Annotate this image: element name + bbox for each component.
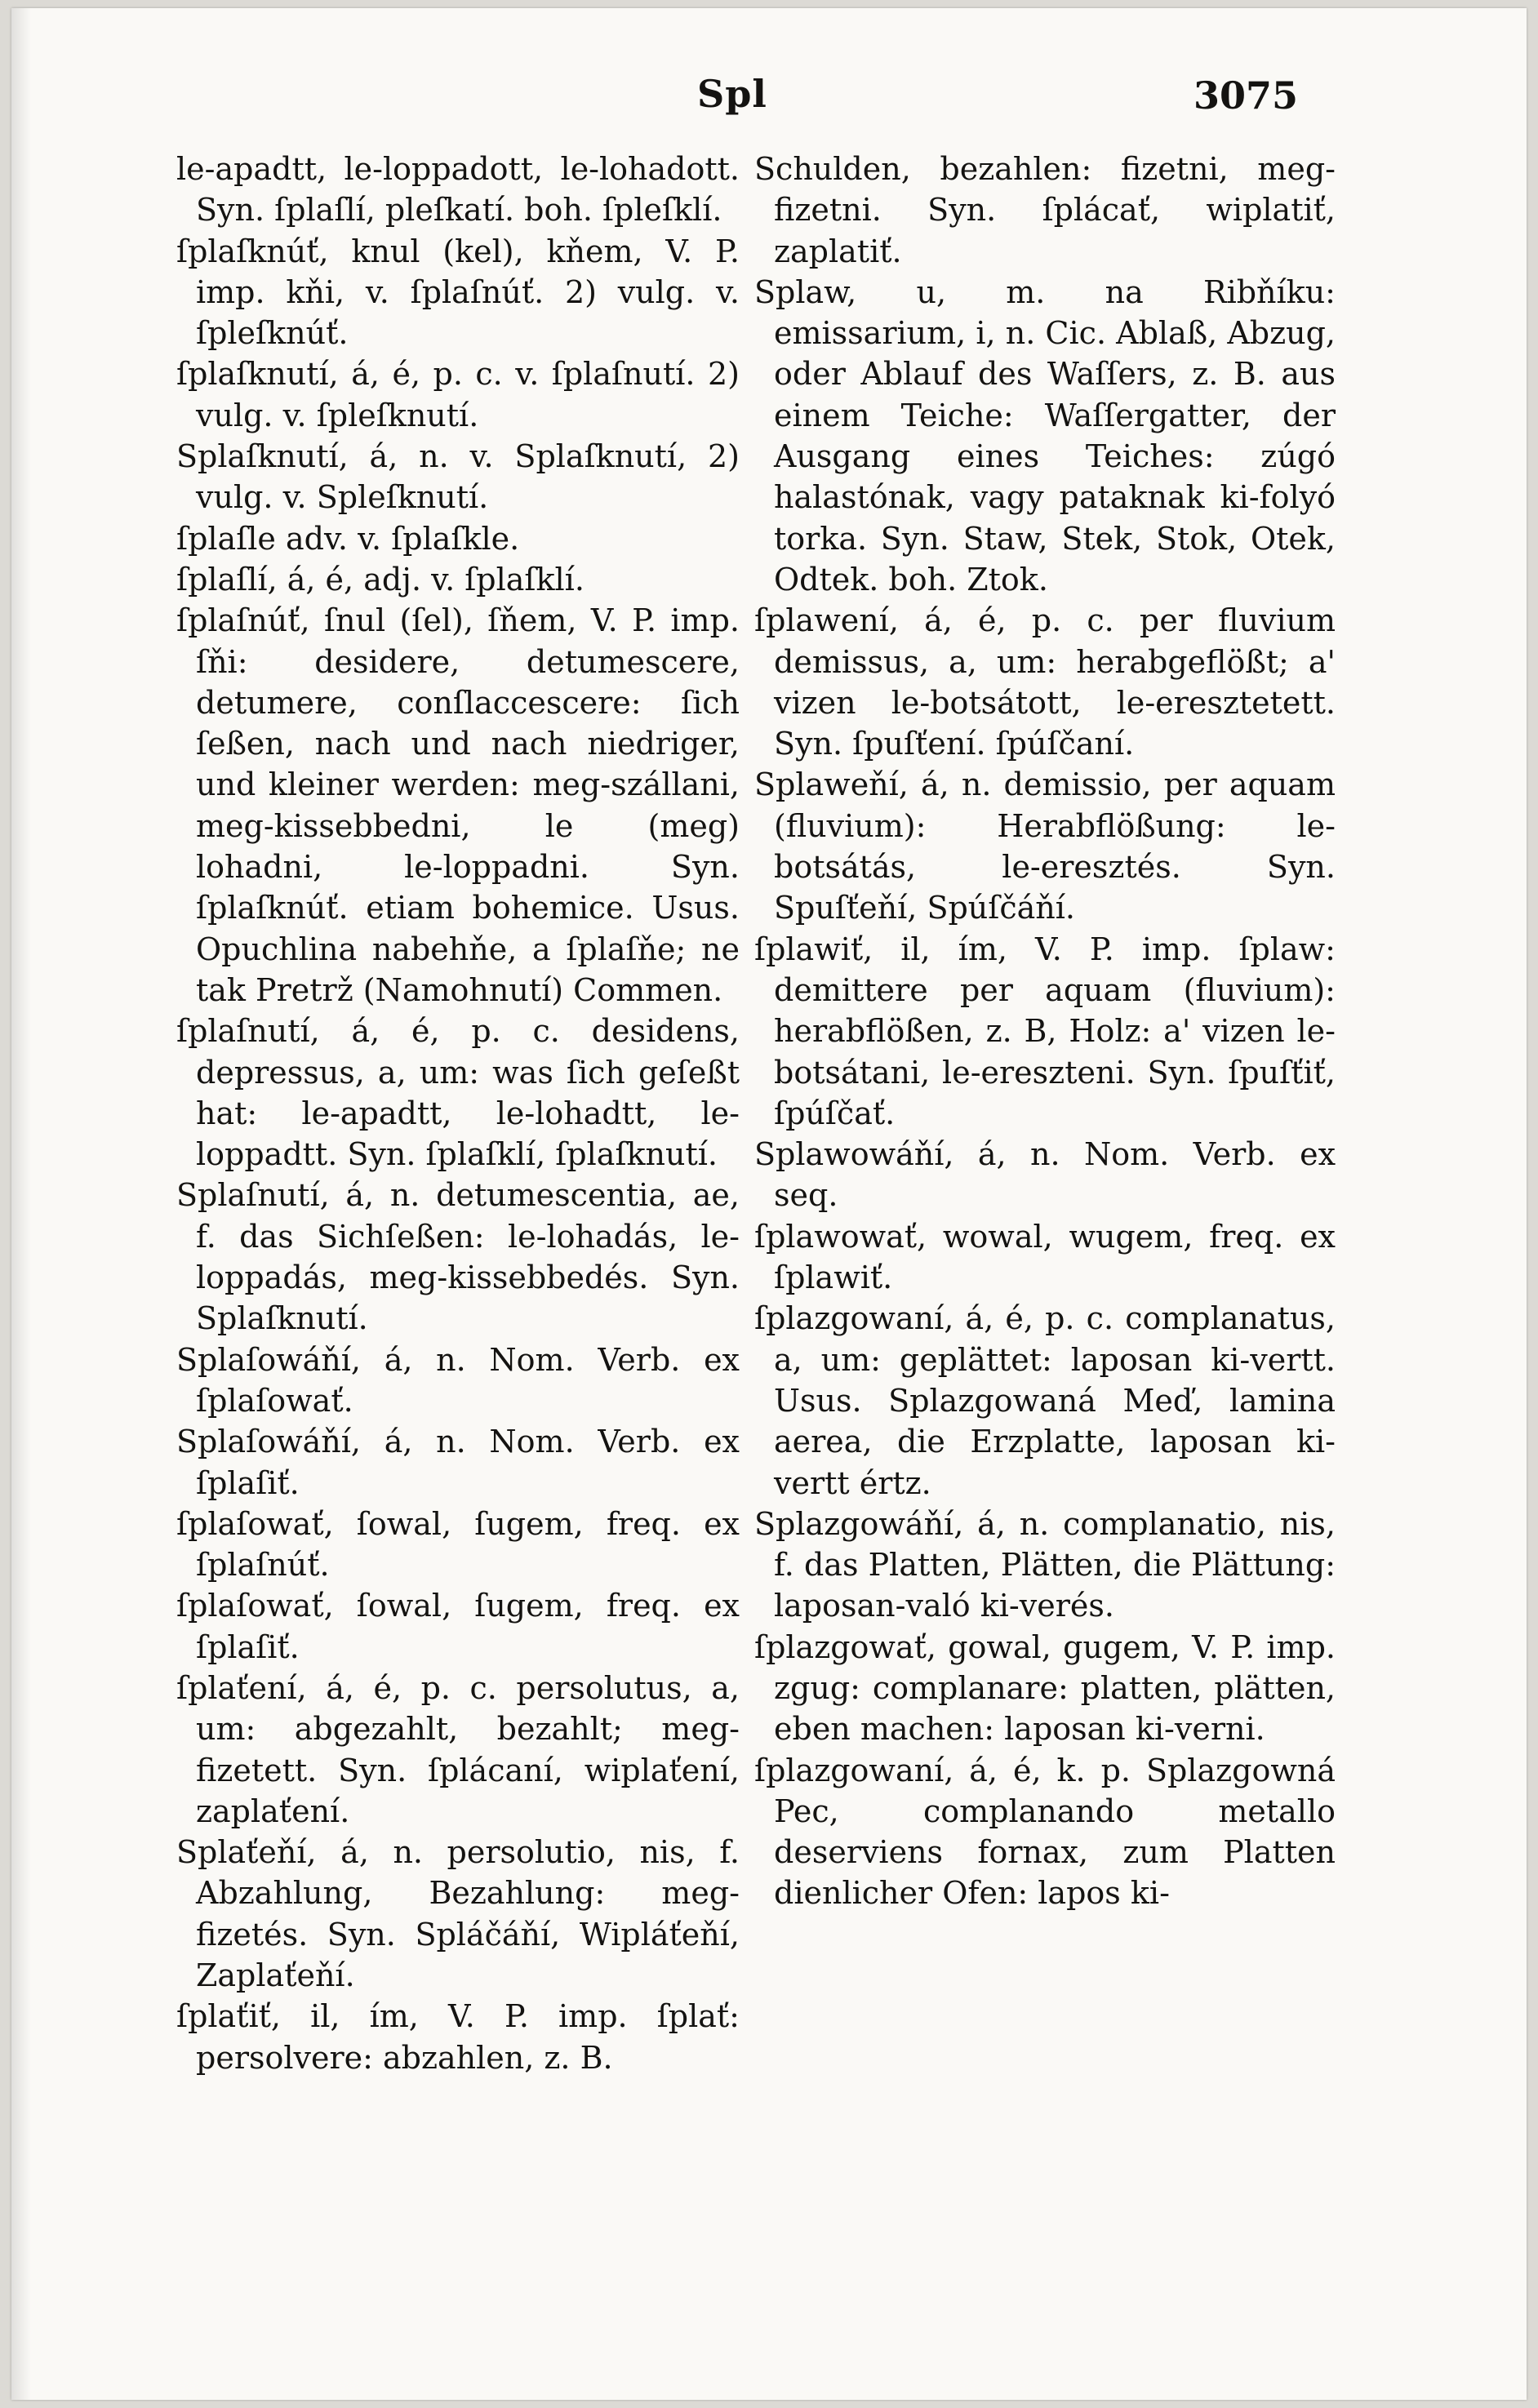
dictionary-entry: ſplawiť, il, ím, V. P. imp. ſplaw: demittere per aquam (fluvium): herabflößen, z. B, Holz: a' vizen le-botsátani, le-ereszteni. Syn. ſpuſťiť, ſpúſčať. xyxy=(754,931,1336,1131)
dictionary-entry: Splaſowáňí, á, n. Nom. Verb. ex ſplaſowať. xyxy=(176,1341,740,1419)
dictionary-entry: ſplaſle adv. v. ſplaſkle. xyxy=(176,520,520,557)
dictionary-entry: Splaſnutí, á, n. detumescentia, ae, f. das Sichſeßen: le-lohadás, le-loppadás, meg-kissebbedés. Syn. Splaſknutí. xyxy=(176,1177,740,1337)
dictionary-page xyxy=(11,8,1527,2400)
dictionary-entry: ſplaſknutí, á, é, p. c. v. ſplaſnutí. 2) vulg. v. ſpleſknutí. xyxy=(176,356,740,433)
dictionary-entry: Splazgowáňí, á, n. complanatio, nis, f. das Platten, Plätten, die Plättung: laposan-való ki-verés. xyxy=(754,1505,1336,1624)
dictionary-entry: ſplaſowať, ſowal, ſugem, freq. ex ſplaſiť. xyxy=(176,1588,740,1665)
dictionary-entry: le-apadtt, le-loppadott, le-lohadott. Syn. ſplaſlí, pleſkatí. boh. ſpleſklí. xyxy=(176,151,740,229)
dictionary-entry: Splaſknutí, á, n. v. Splaſknutí, 2) vulg. v. Spleſknutí. xyxy=(176,438,740,516)
dictionary-entry: Splaweňí, á, n. demissio, per aquam (fluvium): Herabflößung: le-botsátás, le-eresztés. Syn. Spuſťeňí, Spúſčáňí. xyxy=(754,766,1336,926)
page-number: 3075 xyxy=(1194,73,1299,118)
dictionary-entry: Splaſowáňí, á, n. Nom. Verb. ex ſplaſiť. xyxy=(176,1424,740,1501)
dictionary-entry: Schulden, bezahlen: fizetni, meg-fizetni. Syn. ſplácať, wiplatiť, zaplatiť. xyxy=(754,151,1336,269)
dictionary-entry: ſplaſnutí, á, é, p. c. desidens, depressus, a, um: was ſich geſeßt hat: le-apadtt, le-lohadtt, le-loppadtt. Syn. ſplaſklí, ſplaſknutí. xyxy=(176,1013,740,1173)
dictionary-entry: ſplaſlí, á, é, adj. v. ſplaſklí. xyxy=(176,561,585,598)
dictionary-entry: Splaw, u, m. na Ribňíku: emissarium, i, n. Cic. Ablaß, Abzug, oder Ablauf des Waſſers, z. B. aus einem Teiche: Waſſergatter, der Ausgang eines Teiches: zúgó halastónak, vagy pataknak ki-folyó torka. Syn. Staw, Stek, Stok, Otek, Odtek. boh. Ztok. xyxy=(754,273,1336,598)
dictionary-entry: ſplazgowaní, á, é, p. c. complanatus, a, um: geplättet: laposan ki-vertt. Usus. Splazgowaná Meď, lamina aerea, die Erzplatte, laposan ki-vertt értz. xyxy=(754,1300,1336,1501)
running-head: Spl xyxy=(697,72,767,116)
dictionary-entry: ſplawení, á, é, p. c. per fluvium demissus, a, um: herabgeflößt; a' vizen le-botsátott, le-eresztetett. Syn. ſpuſťení. ſpúſčaní. xyxy=(754,602,1336,762)
dictionary-entry: Splaťeňí, á, n. persolutio, nis, f. Abzahlung, Bezahlung: meg-fizetés. Syn. Spláčáňí, Wipláťeňí, Zaplaťeňí. xyxy=(176,1834,740,1994)
dictionary-entry: ſplaſknúť, knul (kel), kňem, V. P. imp. kňi, v. ſplaſnúť. 2) vulg. v. ſpleſknúť. xyxy=(176,233,740,352)
dictionary-entry: ſplazgowať, gowal, gugem, V. P. imp. zgug: complanare: platten, plätten, eben machen: laposan ki-verni. xyxy=(754,1628,1336,1748)
dictionary-entry: ſplaſnúť, ſnul (ſel), ſňem, V. P. imp. ſňi: desidere, detumescere, detumere, conſlaccescere: ſich ſeßen, nach und nach niedriger, und kleiner werden: meg-szállani, meg-kissebbedni, le (meg) lohadni, le-loppadni. Syn. ſplaſknúť. etiam bohemice. Usus. Opuchlina nabehňe, a ſplaſňe; ne tak Pretrž (Namohnutí) Commen. xyxy=(176,602,740,1008)
dictionary-entry: ſplazgowaní, á, é, k. p. Splazgowná Pec, complanando metallo deserviens fornax, zum Platten dienlicher Ofen: lapos ki- xyxy=(754,1752,1336,1912)
dictionary-entry: ſplaťiť, il, ím, V. P. imp. ſplať: persolvere: abzahlen, z. B. xyxy=(176,1998,740,2076)
dictionary-entry: Splawowáňí, á, n. Nom. Verb. ex seq. xyxy=(754,1136,1336,1214)
dictionary-entry: ſplawowať, wowal, wugem, freq. ex ſplawiť. xyxy=(754,1218,1336,1296)
right-column xyxy=(754,149,1336,1914)
left-column xyxy=(176,149,740,2078)
dictionary-entry: ſplaťení, á, é, p. c. persolutus, a, um: abgezahlt, bezahlt; meg-fizetett. Syn. ſplácaní, wiplaťení, zaplaťení. xyxy=(176,1669,740,1829)
dictionary-entry: ſplaſowať, ſowal, ſugem, freq. ex ſplaſnúť. xyxy=(176,1505,740,1584)
